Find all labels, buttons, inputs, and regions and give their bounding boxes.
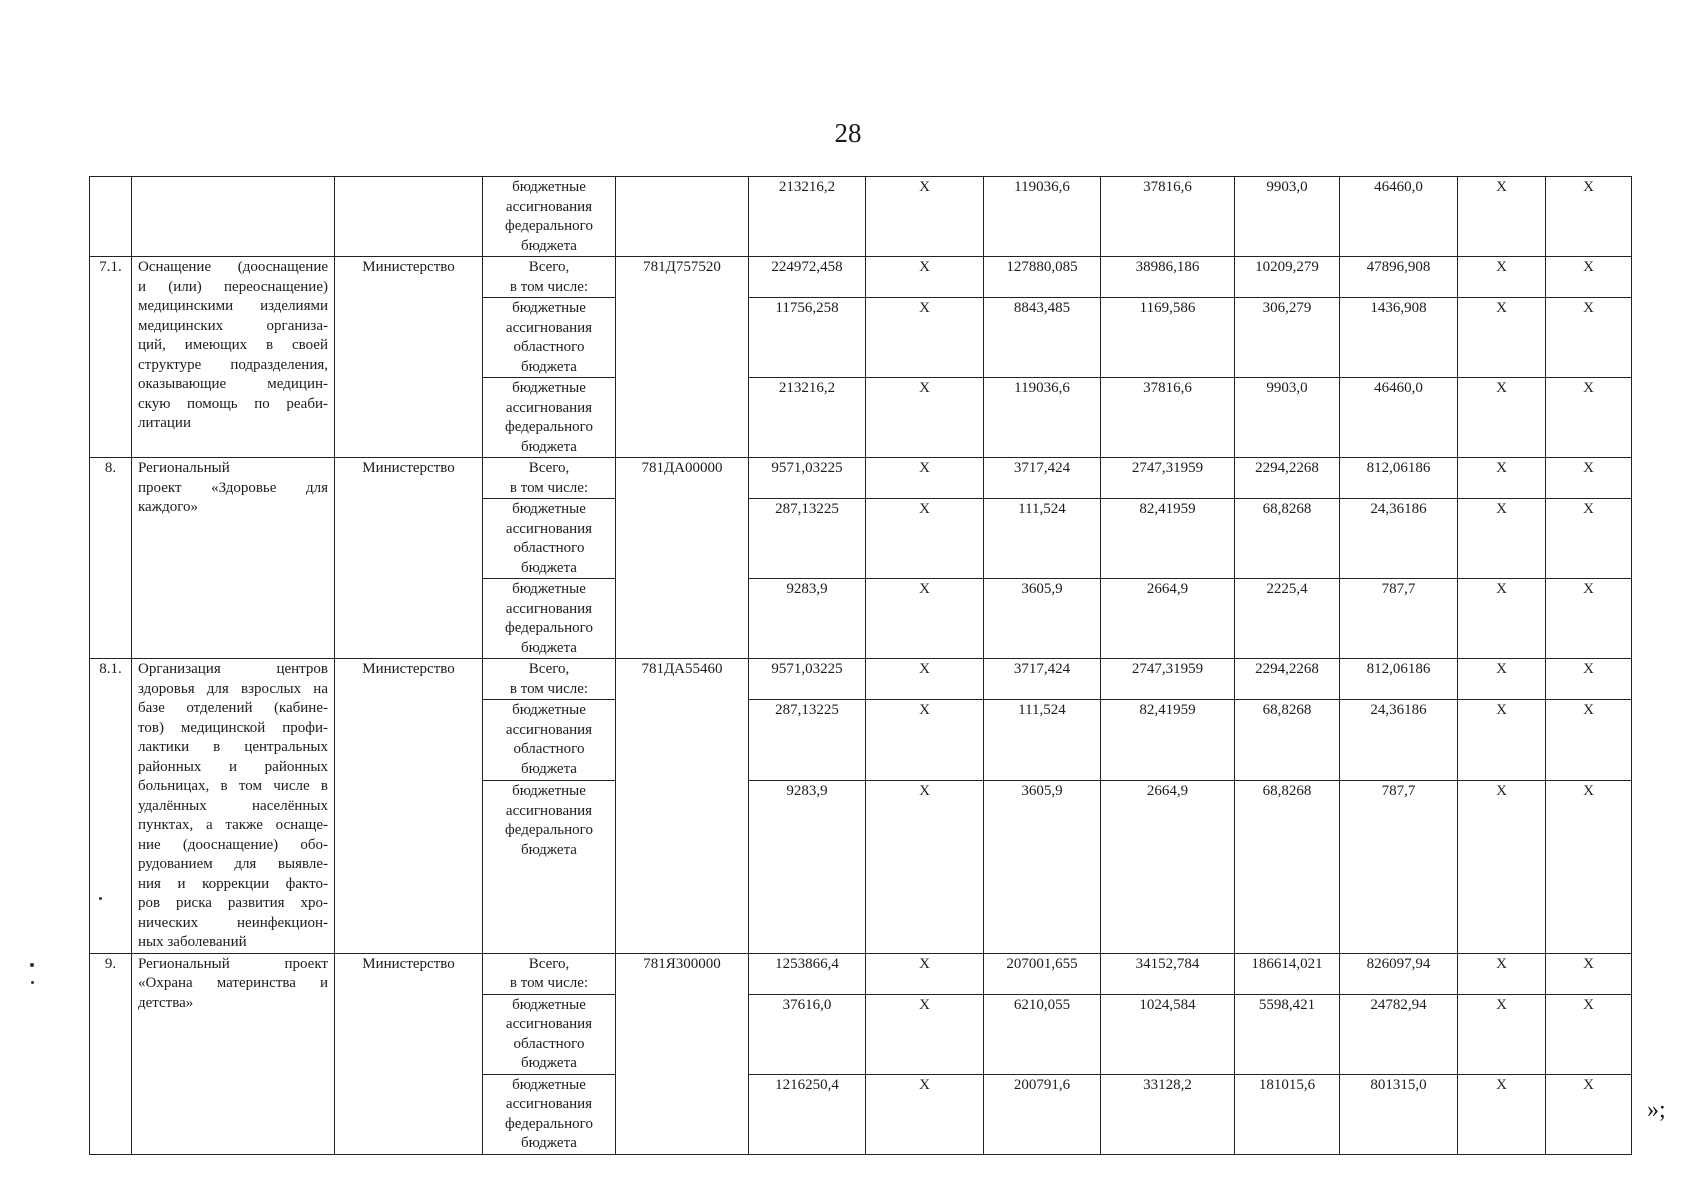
item-name-line: пунктах, а также оснаще- bbox=[138, 817, 328, 833]
value-cell: 287,13225 bbox=[749, 700, 866, 781]
source-label-line: федерального bbox=[505, 218, 593, 234]
value-cell: 181015,6 bbox=[1235, 1074, 1340, 1154]
table-row bbox=[90, 659, 1632, 700]
source-label-line: федерального bbox=[505, 419, 593, 435]
item-number: 7.1. bbox=[90, 257, 132, 458]
value-cell: Х bbox=[866, 579, 984, 659]
value-cell: 3717,424 bbox=[984, 458, 1101, 499]
item-number-cell bbox=[90, 177, 132, 257]
item-name bbox=[132, 953, 335, 1154]
item-name-line: проект «Здоровье для bbox=[138, 479, 328, 496]
source-label-line: ассигнования bbox=[505, 1096, 593, 1112]
value-cell: 2294,2268 bbox=[1235, 458, 1340, 499]
value-cell: Х bbox=[1546, 177, 1632, 257]
value-cell: 82,41959 bbox=[1101, 499, 1235, 579]
value-cell: 82,41959 bbox=[1101, 700, 1235, 781]
source-label-line: ассигнования bbox=[505, 198, 593, 215]
value-cell: 33128,2 bbox=[1101, 1074, 1235, 1154]
value-cell: Х bbox=[866, 499, 984, 579]
source-label-line: бюджета bbox=[521, 760, 577, 777]
item-name-line: Оснащение (дооснащение bbox=[138, 259, 328, 275]
value-cell: 5598,421 bbox=[1235, 994, 1340, 1074]
source-label-line: бюджета bbox=[521, 358, 577, 375]
value-cell: Х bbox=[866, 257, 984, 298]
value-cell: 213216,2 bbox=[749, 378, 866, 458]
value-cell: 3605,9 bbox=[984, 781, 1101, 953]
item-name-line: удалённых населённых bbox=[138, 797, 328, 814]
source-label-line: ассигнования bbox=[505, 399, 593, 416]
source-label-line: федерального bbox=[505, 1115, 593, 1132]
value-cell: Х bbox=[866, 458, 984, 499]
value-cell: 119036,6 bbox=[984, 177, 1101, 257]
budget-code: 781ДА55460 bbox=[616, 659, 749, 954]
value-cell: Х bbox=[1458, 659, 1546, 700]
item-name-line: рудованием для выявле- bbox=[138, 856, 328, 872]
item-name-line: ние (дооснащение) обо- bbox=[138, 836, 328, 853]
value-cell: 812,06186 bbox=[1340, 458, 1458, 499]
value-cell: 46460,0 bbox=[1340, 378, 1458, 458]
value-cell: Х bbox=[1546, 257, 1632, 298]
value-cell: Х bbox=[866, 298, 984, 378]
item-number: 8.1. bbox=[90, 659, 132, 954]
item-name-line: и (или) переоснащение) bbox=[138, 278, 328, 295]
value-cell: 287,13225 bbox=[749, 499, 866, 579]
regional-budget-label bbox=[483, 298, 616, 378]
value-cell: 801315,0 bbox=[1340, 1074, 1458, 1154]
value-cell: Х bbox=[1546, 1074, 1632, 1154]
scan-speck bbox=[31, 981, 34, 984]
federal-budget-label bbox=[483, 1074, 616, 1154]
source-label-line: областного bbox=[513, 540, 585, 556]
executor: Министерство bbox=[335, 953, 483, 1154]
value-cell: Х bbox=[866, 177, 984, 257]
value-cell: Х bbox=[866, 700, 984, 781]
item-name-line: ных заболеваний bbox=[138, 934, 247, 950]
item-name-line: базе отделений (кабине- bbox=[138, 700, 328, 716]
value-cell: Х bbox=[1458, 953, 1546, 994]
value-cell: 787,7 bbox=[1340, 579, 1458, 659]
value-cell: Х bbox=[1458, 499, 1546, 579]
source-label-line: бюджетные bbox=[512, 783, 586, 800]
value-cell: 1169,586 bbox=[1101, 298, 1235, 378]
source-label-line: бюджетные bbox=[512, 702, 586, 719]
scan-speck bbox=[99, 897, 102, 900]
value-cell: 186614,021 bbox=[1235, 953, 1340, 994]
value-cell: 9903,0 bbox=[1235, 177, 1340, 257]
item-number: 8. bbox=[90, 458, 132, 659]
item-name-line: Организация центров bbox=[138, 661, 328, 677]
executor-cell bbox=[335, 177, 483, 257]
source-label-line: бюджетные bbox=[512, 380, 586, 396]
total-label-line: Всего, bbox=[528, 955, 570, 972]
total-label-line: Всего, bbox=[528, 661, 570, 677]
federal-budget-label bbox=[483, 378, 616, 458]
value-cell: Х bbox=[1546, 994, 1632, 1074]
budget-code: 781Я300000 bbox=[616, 953, 749, 1154]
regional-budget-label bbox=[483, 499, 616, 579]
value-cell: 34152,784 bbox=[1101, 953, 1235, 994]
total-label-line: в том числе: bbox=[509, 479, 589, 496]
item-name-line: структуре подразделения, bbox=[138, 356, 328, 373]
item-name-line: «Охрана материнства и bbox=[138, 975, 328, 991]
source-label-line: бюджета bbox=[521, 438, 577, 455]
value-cell: 47896,908 bbox=[1340, 257, 1458, 298]
value-cell: 224972,458 bbox=[749, 257, 866, 298]
item-name-line: Региональный проект bbox=[138, 955, 328, 972]
value-cell: 127880,085 bbox=[984, 257, 1101, 298]
source-label-line: бюджетные bbox=[512, 996, 586, 1013]
table-row bbox=[90, 177, 1632, 257]
value-cell: Х bbox=[1546, 458, 1632, 499]
value-cell: Х bbox=[866, 1074, 984, 1154]
source-label-line: бюджетные bbox=[512, 300, 586, 316]
value-cell: Х bbox=[866, 781, 984, 953]
value-cell: 2747,31959 bbox=[1101, 458, 1235, 499]
value-cell: 2664,9 bbox=[1101, 579, 1235, 659]
value-cell: 6210,055 bbox=[984, 994, 1101, 1074]
value-cell: 68,8268 bbox=[1235, 499, 1340, 579]
value-cell: 24,36186 bbox=[1340, 700, 1458, 781]
item-name-line: нических неинфекцион- bbox=[138, 914, 328, 931]
item-name-line: районных и районных bbox=[138, 758, 328, 775]
value-cell: Х bbox=[1458, 1074, 1546, 1154]
value-cell: Х bbox=[866, 953, 984, 994]
value-cell: 46460,0 bbox=[1340, 177, 1458, 257]
value-cell: Х bbox=[1546, 781, 1632, 953]
item-name-line: литации bbox=[138, 415, 191, 431]
source-label-line: бюджета bbox=[521, 1055, 577, 1071]
value-cell: Х bbox=[1546, 953, 1632, 994]
total-label bbox=[483, 953, 616, 994]
source-label-line: бюджетные bbox=[512, 179, 586, 195]
item-name-line: Региональный bbox=[138, 460, 230, 476]
closing-quote-mark: »; bbox=[1647, 1097, 1666, 1123]
value-cell: Х bbox=[1458, 378, 1546, 458]
source-label-line: бюджета bbox=[521, 639, 577, 656]
value-cell: 24,36186 bbox=[1340, 499, 1458, 579]
budget-table bbox=[89, 176, 1632, 1155]
federal-budget-label bbox=[483, 579, 616, 659]
value-cell: 2225,4 bbox=[1235, 579, 1340, 659]
value-cell: Х bbox=[1458, 298, 1546, 378]
value-cell: 111,524 bbox=[984, 499, 1101, 579]
value-cell: Х bbox=[866, 378, 984, 458]
source-label-line: бюджета bbox=[521, 559, 577, 576]
value-cell: Х bbox=[1458, 177, 1546, 257]
value-cell: 200791,6 bbox=[984, 1074, 1101, 1154]
item-name-line: детства» bbox=[138, 994, 194, 1011]
value-cell: 37816,6 bbox=[1101, 177, 1235, 257]
value-cell: Х bbox=[1458, 700, 1546, 781]
total-label bbox=[483, 458, 616, 499]
value-cell: 3717,424 bbox=[984, 659, 1101, 700]
value-cell: 306,279 bbox=[1235, 298, 1340, 378]
budget-code: 781Д757520 bbox=[616, 257, 749, 458]
value-cell: 111,524 bbox=[984, 700, 1101, 781]
page-number: 28 bbox=[834, 118, 862, 148]
regional-budget-label bbox=[483, 700, 616, 781]
table-body bbox=[90, 177, 1632, 1155]
table-row bbox=[90, 953, 1632, 994]
value-cell: Х bbox=[1546, 700, 1632, 781]
item-number: 9. bbox=[90, 953, 132, 1154]
executor: Министерство bbox=[335, 458, 483, 659]
value-cell: Х bbox=[1546, 378, 1632, 458]
value-cell: Х bbox=[1458, 257, 1546, 298]
source-label-line: ассигнования bbox=[505, 721, 593, 738]
value-cell: 2664,9 bbox=[1101, 781, 1235, 953]
total-label-line: в том числе: bbox=[509, 278, 589, 295]
item-name-line: лактики в центральных bbox=[138, 739, 328, 755]
executor: Министерство bbox=[335, 659, 483, 954]
value-cell: 9571,03225 bbox=[749, 659, 866, 700]
table-row bbox=[90, 458, 1632, 499]
item-name bbox=[132, 257, 335, 458]
value-cell: 787,7 bbox=[1340, 781, 1458, 953]
source-label-line: областного bbox=[513, 741, 585, 758]
value-cell: Х bbox=[866, 659, 984, 700]
value-cell: 119036,6 bbox=[984, 378, 1101, 458]
item-name-line: тов) медицинской профи- bbox=[138, 719, 328, 736]
source-label-line: бюджетные bbox=[512, 1076, 586, 1093]
source-label-line: бюджетные bbox=[512, 581, 586, 597]
value-cell: 68,8268 bbox=[1235, 781, 1340, 953]
value-cell: 37816,6 bbox=[1101, 378, 1235, 458]
value-cell: Х bbox=[1546, 659, 1632, 700]
item-name-line: медицинскими изделиями bbox=[138, 298, 328, 314]
value-cell: 2747,31959 bbox=[1101, 659, 1235, 700]
value-cell: 24782,94 bbox=[1340, 994, 1458, 1074]
item-name-line: больницах, в том числе в bbox=[138, 778, 328, 794]
item-name-line: здоровья для взрослых на bbox=[138, 680, 328, 697]
value-cell: 37616,0 bbox=[749, 994, 866, 1074]
value-cell: 213216,2 bbox=[749, 177, 866, 257]
table-row bbox=[90, 257, 1632, 298]
source-label-line: ассигнования bbox=[505, 802, 593, 819]
item-name bbox=[132, 458, 335, 659]
value-cell: 812,06186 bbox=[1340, 659, 1458, 700]
item-name-line: оказывающие медицин- bbox=[138, 376, 328, 392]
item-name-line: медицинских организа- bbox=[138, 317, 328, 334]
value-cell: 9283,9 bbox=[749, 579, 866, 659]
value-cell: Х bbox=[866, 994, 984, 1074]
item-name bbox=[132, 659, 335, 954]
value-cell: 1253866,4 bbox=[749, 953, 866, 994]
value-cell: Х bbox=[1546, 579, 1632, 659]
source-label-line: ассигнования bbox=[505, 319, 593, 336]
source-label-line: бюджета bbox=[521, 237, 577, 254]
total-label-line: в том числе: bbox=[509, 975, 589, 991]
value-cell: Х bbox=[1458, 781, 1546, 953]
value-cell: 68,8268 bbox=[1235, 700, 1340, 781]
value-cell: 1436,908 bbox=[1340, 298, 1458, 378]
value-cell: 9571,03225 bbox=[749, 458, 866, 499]
value-cell: 10209,279 bbox=[1235, 257, 1340, 298]
value-cell: 826097,94 bbox=[1340, 953, 1458, 994]
source-label-line: ассигнования bbox=[505, 1016, 593, 1032]
regional-budget-label bbox=[483, 994, 616, 1074]
value-cell: 8843,485 bbox=[984, 298, 1101, 378]
value-cell: 2294,2268 bbox=[1235, 659, 1340, 700]
value-cell: 11756,258 bbox=[749, 298, 866, 378]
federal-budget-label bbox=[483, 177, 616, 257]
budget-code: 781ДА00000 bbox=[616, 458, 749, 659]
source-label-line: областного bbox=[513, 339, 585, 355]
value-cell: Х bbox=[1546, 499, 1632, 579]
value-cell: 9283,9 bbox=[749, 781, 866, 953]
source-label-line: ассигнования bbox=[505, 600, 593, 617]
code-cell bbox=[616, 177, 749, 257]
value-cell: 9903,0 bbox=[1235, 378, 1340, 458]
total-label bbox=[483, 257, 616, 298]
total-label-line: в том числе: bbox=[509, 680, 589, 697]
federal-budget-label bbox=[483, 781, 616, 953]
value-cell: 38986,186 bbox=[1101, 257, 1235, 298]
source-label-line: бюджетные bbox=[512, 501, 586, 517]
value-cell: 1216250,4 bbox=[749, 1074, 866, 1154]
scan-speck bbox=[30, 963, 34, 967]
value-cell: 1024,584 bbox=[1101, 994, 1235, 1074]
total-label bbox=[483, 659, 616, 700]
value-cell: 3605,9 bbox=[984, 579, 1101, 659]
source-label-line: ассигнования bbox=[505, 520, 593, 537]
item-name-line: ния и коррекции факто- bbox=[138, 875, 328, 892]
item-name-line: каждого» bbox=[138, 499, 198, 515]
item-name-line: скую помощь по реаби- bbox=[138, 395, 328, 412]
executor: Министерство bbox=[335, 257, 483, 458]
source-label-line: бюджета bbox=[521, 1135, 577, 1151]
source-label-line: федерального bbox=[505, 822, 593, 839]
value-cell: Х bbox=[1458, 579, 1546, 659]
item-name-line: ций, имеющих в своей bbox=[138, 337, 328, 353]
value-cell: Х bbox=[1458, 458, 1546, 499]
value-cell: Х bbox=[1458, 994, 1546, 1074]
item-name-line: ров риска развития хро- bbox=[138, 895, 328, 911]
item-name-cell bbox=[132, 177, 335, 257]
source-label-line: федерального bbox=[505, 620, 593, 636]
source-label-line: областного bbox=[513, 1035, 585, 1052]
value-cell: Х bbox=[1546, 298, 1632, 378]
total-label-line: Всего, bbox=[528, 460, 570, 476]
source-label-line: бюджета bbox=[521, 841, 577, 858]
value-cell: 207001,655 bbox=[984, 953, 1101, 994]
total-label-line: Всего, bbox=[528, 259, 570, 275]
